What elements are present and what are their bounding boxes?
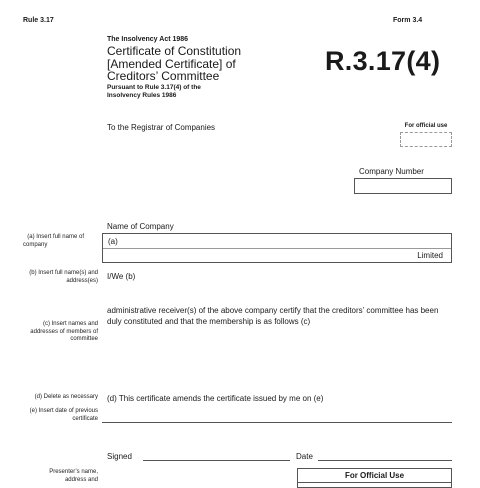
certify-line: duly constituted and that the membership is as follows (c) [107, 316, 311, 326]
company-name-prefix: (a) [108, 237, 118, 246]
company-number-label: Company Number [359, 167, 424, 176]
company-name-suffix: Limited [417, 251, 443, 260]
note-e [2, 408, 98, 423]
official-use-footer-divider [298, 482, 451, 483]
official-use-box [400, 132, 452, 147]
note-presenter-line: address and [64, 476, 98, 483]
note-presenter-line: Presenter’s name, [49, 469, 98, 475]
form-number: Form 3.4 [393, 17, 423, 24]
note-c-line: addresses of members of [30, 328, 98, 335]
form-subtitle [107, 84, 201, 100]
certify-text [107, 306, 457, 327]
company-name-field[interactable] [102, 233, 452, 263]
note-presenter [2, 469, 98, 484]
previous-date-line[interactable] [102, 422, 452, 423]
note-c-line: committee [70, 336, 98, 342]
company-name-divider [103, 248, 451, 249]
note-b-line: address(es) [66, 277, 98, 284]
certify-line: administrative receiver(s) of the above company certify that the creditors’ committee has been [107, 306, 439, 315]
note-b-line: (b) Insert full name(s) and [29, 270, 98, 276]
note-a [2, 234, 84, 249]
note-c-line: (c) Insert names and [42, 321, 98, 327]
note-a-line: company [23, 241, 48, 248]
form-subtitle-line: Insolvency Rules 1986 [107, 92, 177, 99]
registrar-text: To the Registrar of Companies [107, 123, 216, 132]
form-title-line: [Amended Certificate] of [107, 56, 236, 71]
note-e-line: certificate [72, 415, 98, 422]
date-line[interactable] [318, 460, 452, 461]
company-name-label: Name of Company [107, 222, 174, 231]
note-a-line: (a) Insert full name of [27, 234, 84, 240]
official-use-footer-box [297, 468, 452, 488]
note-d [2, 394, 98, 402]
form-code: R.3.17(4) [325, 46, 441, 76]
form-title [107, 45, 297, 83]
iwe-label: I/We (b) [107, 272, 136, 281]
form-title-line: Creditors’ Committee [107, 69, 220, 83]
signature-line[interactable] [143, 460, 290, 461]
signed-label: Signed [107, 452, 132, 461]
official-use-footer-label: For Official Use [344, 471, 405, 480]
amends-text: (d) This certificate amends the certificate issued by me on (e) [107, 394, 324, 403]
note-d-line: (d) Delete as necessary [34, 394, 98, 400]
company-number-field[interactable] [354, 178, 452, 194]
form-subtitle-line: Pursuant to Rule 3.17(4) of the [107, 84, 201, 91]
form-title-line: Certificate of Constitution [107, 44, 242, 58]
note-e-line: (e) Insert date of previous [29, 408, 98, 414]
note-b [2, 270, 98, 285]
date-label: Date [296, 452, 313, 461]
act-name: The Insolvency Act 1986 [107, 36, 189, 43]
rule-number: Rule 3.17 [23, 17, 54, 24]
official-use-label: For official use [404, 123, 448, 129]
note-c [2, 321, 98, 344]
